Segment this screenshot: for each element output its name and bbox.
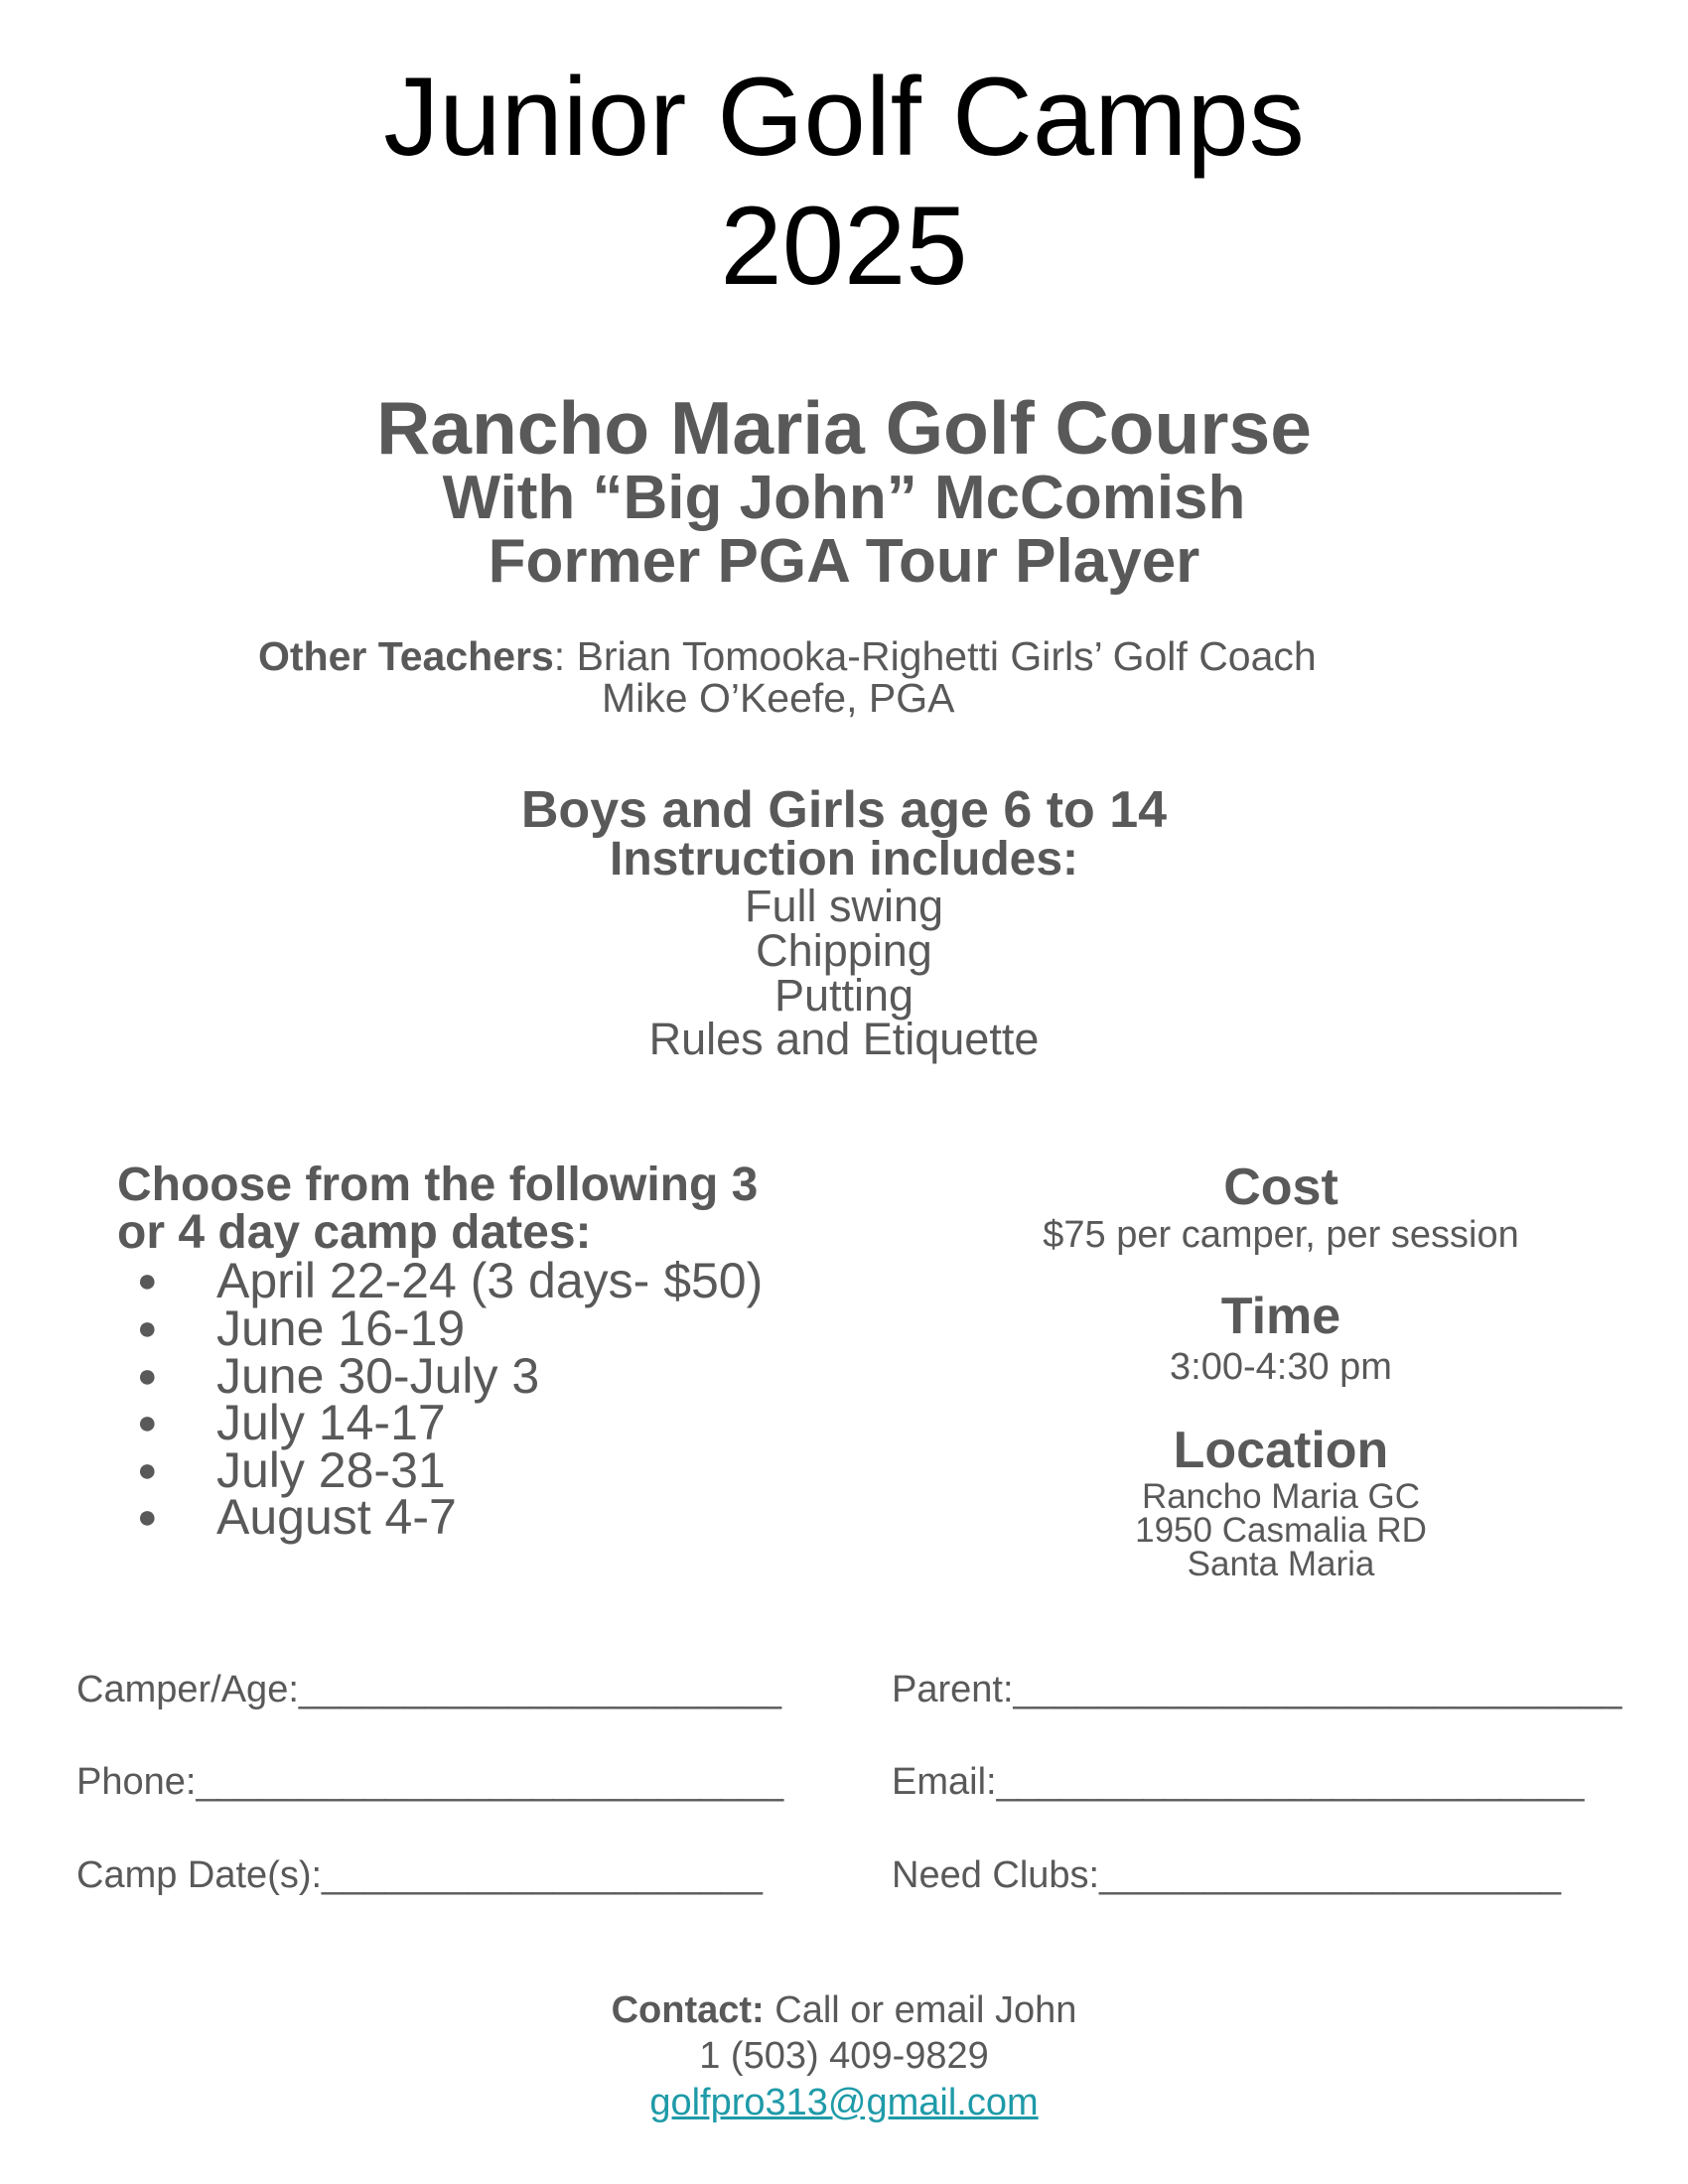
teacher-2: Mike O’Keefe, PGA [602,675,955,721]
instruction-item: Putting [774,970,914,1021]
bullet-icon: ● [137,1403,158,1441]
camp-date: August 4-7 [216,1489,457,1545]
page-title: Junior Golf Camps [383,55,1305,179]
parent-field: Parent:_____________________________ [892,1669,1622,1710]
bullet-icon: ● [137,1497,158,1536]
venue-name: Rancho Maria Golf Course [376,386,1312,470]
need-clubs-field: Need Clubs:______________________ [892,1854,1562,1896]
camp-date: April 22-24 (3 days- $50) [216,1253,764,1308]
instruction-heading: Instruction includes: [609,833,1079,886]
phone-field: Phone:____________________________ [76,1761,784,1803]
instructor-line: With “Big John” McComish [442,464,1246,532]
time-text: 3:00-4:30 pm [1170,1346,1392,1388]
camp-dates-field: Camp Date(s):_____________________ [76,1854,763,1896]
location-heading: Location [1173,1422,1389,1479]
bullet-icon: ● [137,1308,158,1347]
list-item [137,1300,466,1356]
camp-date: July 28-31 [216,1442,446,1498]
location-city: Santa Maria [1187,1545,1375,1583]
bullet-icon: ● [137,1356,158,1395]
contact-line [0,1991,1688,2029]
list-item [137,1442,446,1498]
other-teachers [258,633,1317,679]
age-range: Boys and Girls age 6 to 14 [520,781,1168,839]
list-item [137,1253,764,1308]
location-address: 1950 Casmalia RD [1135,1511,1427,1550]
cost-text: $75 per camper, per session [1043,1214,1519,1256]
page-title-year: 2025 [720,184,968,308]
location-name: Rancho Maria GC [1141,1477,1421,1516]
cost-heading: Cost [1223,1159,1338,1216]
contact-phone: 1 (503) 409-9829 [699,2035,989,2077]
dates-heading: Choose from the following 3 [117,1159,759,1211]
list-item [137,1489,457,1545]
camp-date: July 14-17 [216,1395,446,1450]
instruction-item: Full swing [744,881,944,931]
instruction-item: Chipping [756,925,932,976]
bullet-icon: ● [137,1261,158,1299]
dates-heading-cont: or 4 day camp dates: [117,1206,592,1259]
bullet-icon: ● [137,1450,158,1489]
other-teachers-label: Other Teachers [258,633,554,679]
instruction-item: Rules and Etiquette [648,1014,1040,1064]
list-item [137,1395,446,1450]
contact-email-link[interactable]: golfpro313@gmail.com [649,2082,1039,2123]
contact-text: Call or email John [764,1989,1077,2031]
email-field: Email:____________________________ [892,1761,1585,1803]
camp-date: June 16-19 [216,1300,466,1356]
camper-age-field: Camper/Age:_______________________ [76,1669,781,1710]
time-heading: Time [1220,1288,1341,1345]
instructor-credential: Former PGA Tour Player [488,527,1200,596]
contact-label: Contact: [611,1989,765,2031]
contact-email-row [0,2084,1688,2121]
teacher-1: Brian Tomooka-Righetti Girls’ Golf Coach [576,633,1317,679]
list-item [137,1348,540,1404]
other-teachers-separator: : [553,633,566,679]
camp-date: June 30-July 3 [216,1348,540,1404]
